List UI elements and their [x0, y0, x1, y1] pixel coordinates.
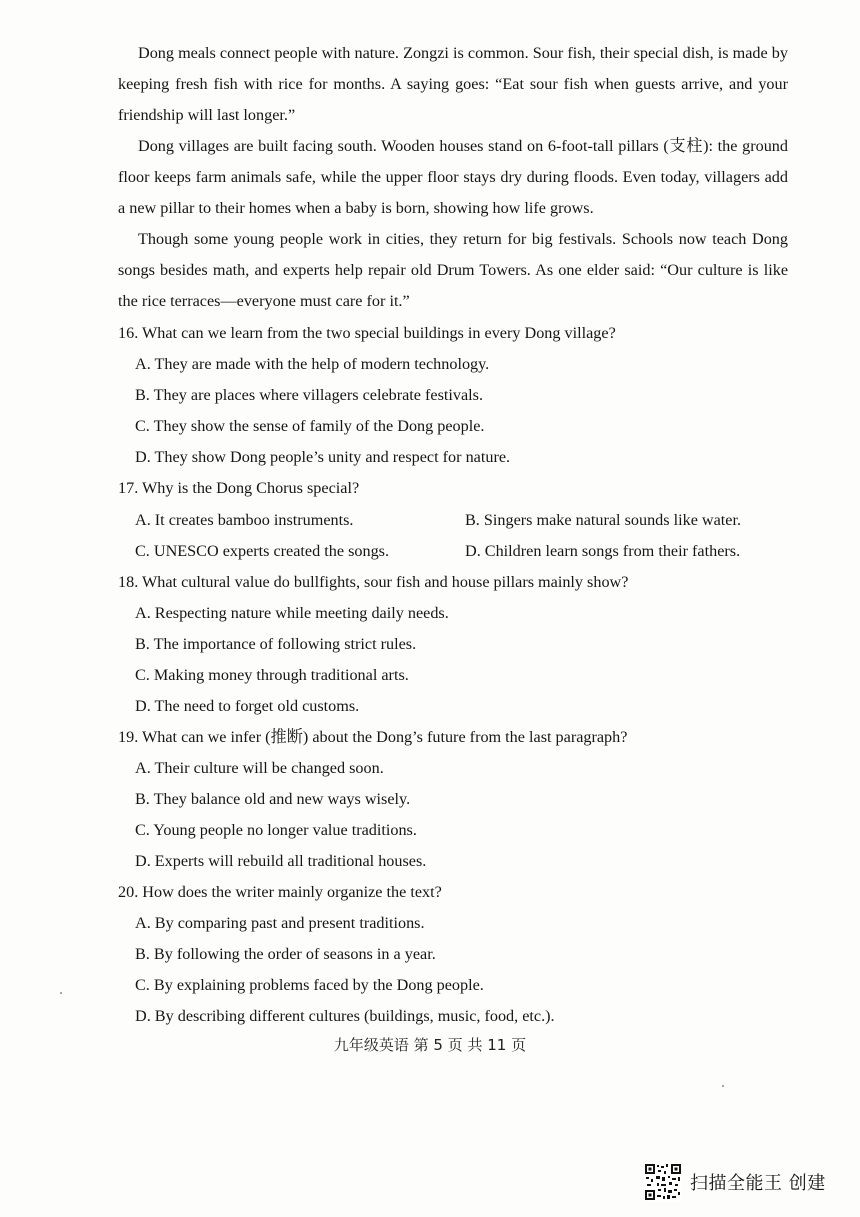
question-18-stem: 18. What cultural value do bullfights, sour fish and house pillars mainly show? — [118, 573, 629, 591]
passage-paragraph-future: Though some young people work in cities, they return for big festivals. Schools now teach Dong songs besides math, and experts help repair old Drum Towers. As one elder said: “Our culture is like the rice terraces—everyone must care for it.” — [118, 230, 788, 310]
passage-paragraph-houses: Dong villages are built facing south. Wooden houses stand on 6-foot-tall pillars (支柱): the ground floor keeps farm animals safe, while the upper floor stays dry during floods. Even today, villagers add a new pillar to their homes when a baby is born, showing how life grows. — [118, 137, 788, 217]
question-17-option-a: A. It creates bamboo instruments. — [135, 511, 354, 529]
question-20-option-a: A. By comparing past and present traditions. — [135, 914, 425, 932]
question-16-stem: 16. What can we learn from the two special buildings in every Dong village? — [118, 324, 616, 342]
qr-code-icon — [644, 1163, 682, 1201]
question-19-option-d: D. Experts will rebuild all traditional houses. — [135, 852, 427, 870]
question-19-option-b: B. They balance old and new ways wisely. — [135, 790, 411, 808]
question-19-stem: 19. What can we infer (推断) about the Dong’s future from the last paragraph? — [118, 728, 628, 746]
question-19-option-c: C. Young people no longer value traditions. — [135, 821, 417, 839]
question-18-option-c: C. Making money through traditional arts. — [135, 666, 409, 684]
question-17-option-c: C. UNESCO experts created the songs. — [135, 542, 390, 560]
question-18-option-a: A. Respecting nature while meeting daily needs. — [135, 604, 449, 622]
scan-speck — [60, 992, 62, 994]
question-17-option-d: D. Children learn songs from their fathers. — [465, 542, 741, 560]
question-18-option-b: B. The importance of following strict rules. — [135, 635, 417, 653]
question-20-option-d: D. By describing different cultures (buildings, music, food, etc.). — [135, 1007, 555, 1025]
scanner-watermark-label: 扫描全能王 创建 — [690, 1173, 826, 1194]
question-16-option-a: A. They are made with the help of modern technology. — [135, 355, 490, 373]
question-20-option-c: C. By explaining problems faced by the Dong people. — [135, 976, 484, 994]
question-16-option-d: D. They show Dong people’s unity and respect for nature. — [135, 448, 511, 466]
question-20-option-b: B. By following the order of seasons in a year. — [135, 945, 436, 963]
question-17-option-b: B. Singers make natural sounds like water. — [465, 511, 742, 529]
scanner-watermark — [644, 1162, 826, 1202]
question-20-stem: 20. How does the writer mainly organize the text? — [118, 883, 442, 901]
question-19-option-a: A. Their culture will be changed soon. — [135, 759, 384, 777]
question-16-option-c: C. They show the sense of family of the Dong people. — [135, 417, 485, 435]
question-18-option-d: D. The need to forget old customs. — [135, 697, 360, 715]
question-17-stem: 17. Why is the Dong Chorus special? — [118, 479, 360, 497]
page-footer: 九年级英语 第 5 页 共 11 页 — [333, 1036, 527, 1054]
scan-speck — [722, 1085, 724, 1087]
passage-paragraph-food: Dong meals connect people with nature. Zongzi is common. Sour fish, their special dish, is made by keeping fresh fish with rice for months. A saying goes: “Eat sour fish when guests arrive, and your friendship will last longer.” — [118, 44, 788, 124]
question-16-option-b: B. They are places where villagers celebrate festivals. — [135, 386, 484, 404]
